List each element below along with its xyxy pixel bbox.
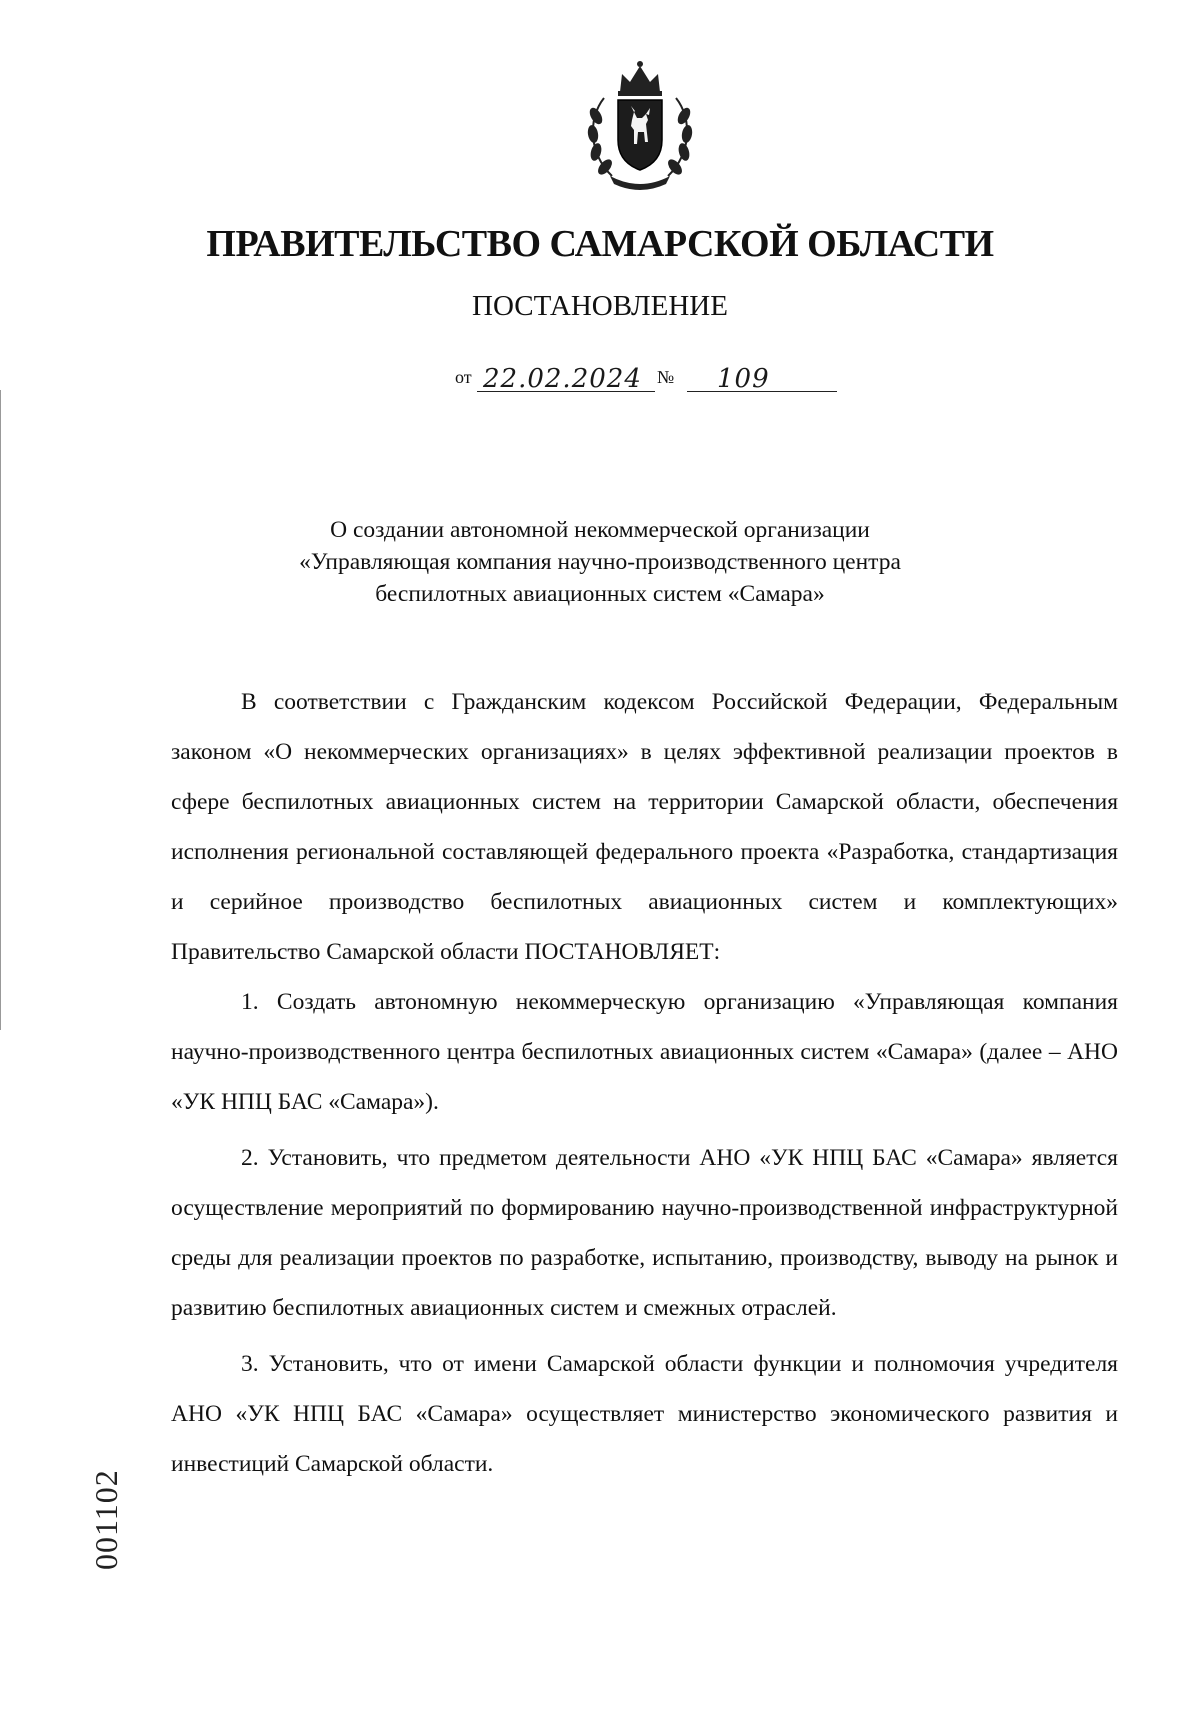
handwritten-date: 22.02.2024 bbox=[483, 364, 642, 394]
document-type: ПОСТАНОВЛЕНИЕ bbox=[472, 290, 728, 322]
document-subject bbox=[0, 514, 1200, 610]
clause-1: 1. Создать автономную некоммерческую организацию «Управляющая компания научно-производственного центра беспилотных авиационных систем «Самара» (далее – АНО «УК НПЦ БАС «Самара»). bbox=[171, 989, 1118, 1115]
clause-2: 2. Установить, что предметом деятельности АНО «УК НПЦ БАС «Самара» является осуществление мероприятий по формированию научно-производственной инфраструктурной среды для реализации проектов по разработке, испытанию, производству, выводу на рынок и развитию беспилотных авиационных систем и смежных отраслей. bbox=[171, 1145, 1118, 1321]
number-prefix: № bbox=[657, 367, 675, 387]
side-serial-number: 001102 bbox=[88, 1469, 124, 1570]
preamble-paragraph: В соответствии с Гражданским кодексом Российской Федерации, Федеральным законом «О некоммерческих организациях» в целях эффективной реализации проектов в сфере беспилотных авиационных систем на территории Самарской области, обеспечения исполнения региональной составляющей федерального проекта «Разработка, стандартизация и серийное производство беспилотных авиационных систем и комплектующих» Правительство Самарской области ПОСТАНОВЛЯЕТ: bbox=[171, 689, 1118, 965]
date-prefix: от bbox=[455, 367, 472, 387]
document-body bbox=[171, 677, 1118, 1489]
subject-line: О создании автономной некоммерческой организации bbox=[330, 517, 870, 543]
samara-coat-of-arms-icon bbox=[582, 58, 698, 190]
subject-line: «Управляющая компания научно-производственного центра bbox=[299, 549, 901, 575]
scan-edge-line bbox=[0, 390, 1, 1030]
handwritten-number: 109 bbox=[717, 364, 770, 394]
organization-title: ПРАВИТЕЛЬСТВО САМАРСКОЙ ОБЛАСТИ bbox=[206, 223, 994, 265]
subject-line: беспилотных авиационных систем «Самара» bbox=[375, 581, 825, 607]
clause-3: 3. Установить, что от имени Самарской области функции и полномочия учредителя АНО «УК НПЦ БАС «Самара» осуществляет министерство экономического развития и инвестиций Самарской области. bbox=[171, 1351, 1118, 1477]
date-number-line bbox=[455, 352, 855, 396]
